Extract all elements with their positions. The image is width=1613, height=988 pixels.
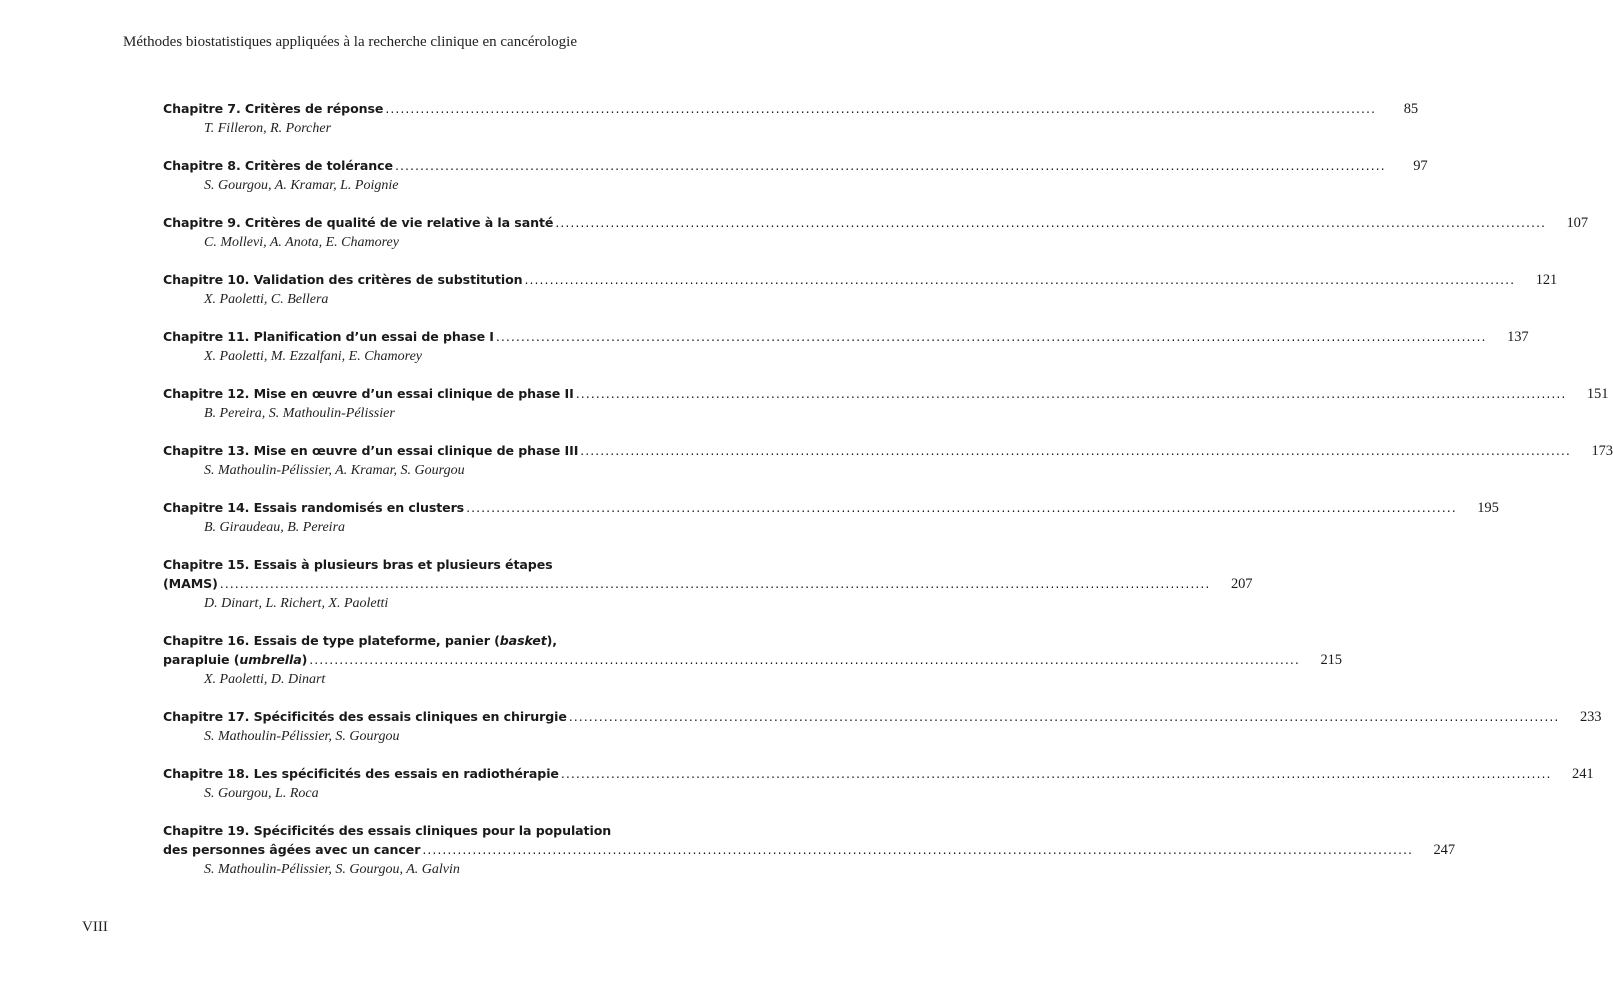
chapter-title: Chapitre 10. Validation des critères de substitution: [163, 272, 523, 287]
chapter-title-part: ): [301, 652, 308, 667]
running-head: Méthodes biostatistiques appliquées à la recherche clinique en cancérologie: [123, 34, 577, 50]
page-number: 207: [1230, 576, 1253, 592]
chapter-authors: T. Filleron, R. Porcher: [204, 121, 332, 136]
chapter-title-part: parapluie (: [163, 652, 240, 667]
page-number: 195: [1477, 500, 1499, 516]
toc-entry-ch16[interactable]: [163, 631, 1342, 689]
chapter-title-part: Chapitre 16. Essais de type plateforme, panier (: [163, 633, 500, 648]
dot-leader: [525, 270, 1516, 289]
page-number: 107: [1566, 215, 1588, 231]
page-number: 173: [1591, 443, 1613, 459]
toc-title-line[interactable]: [163, 707, 1602, 727]
dot-leader: [561, 764, 1552, 783]
dot-leader: [385, 99, 1376, 118]
toc-title-line-1[interactable]: [163, 821, 637, 840]
dot-leader: [569, 707, 1560, 726]
toc-title-line[interactable]: [163, 99, 1418, 119]
chapter-title: Chapitre 19. Spécificités des essais cliniques pour la population: [163, 823, 612, 838]
chapter-title-continued: (MAMS): [163, 576, 218, 591]
chapter-authors: S. Mathoulin-Pélissier, S. Gourgou: [204, 729, 400, 744]
chapter-authors: S. Mathoulin-Pélissier, A. Kramar, S. Gourgou: [204, 463, 465, 478]
toc-title-line[interactable]: [163, 327, 1529, 347]
toc-title-line[interactable]: [163, 764, 1594, 784]
dot-leader: [576, 384, 1567, 403]
chapter-authors: S. Gourgou, L. Roca: [204, 786, 319, 801]
toc-title-line-1[interactable]: [163, 631, 637, 650]
chapter-title-part: ),: [546, 633, 557, 648]
toc-entry-ch14[interactable]: [163, 498, 1499, 537]
page-number: 247: [1433, 842, 1455, 858]
chapter-title-italic-term: basket: [499, 633, 547, 648]
chapter-title: Chapitre 17. Spécificités des essais cliniques en chirurgie: [163, 709, 567, 724]
toc-entry-ch17[interactable]: [163, 707, 1602, 746]
dot-leader: [309, 650, 1300, 669]
toc-title-line-2[interactable]: [163, 840, 1455, 860]
toc-entry-ch18[interactable]: [163, 764, 1594, 803]
chapter-title-continued: [163, 650, 307, 669]
chapter-authors: S. Mathoulin-Pélissier, S. Gourgou, A. Galvin: [204, 862, 460, 877]
toc-title-line-2[interactable]: [163, 650, 1342, 670]
toc-entry-ch12[interactable]: [163, 384, 1609, 423]
toc-entry-ch19[interactable]: [163, 821, 1455, 879]
chapter-title: Chapitre 18. Les spécificités des essais en radiothérapie: [163, 766, 559, 781]
dot-leader: [496, 327, 1487, 346]
chapter-title-continued: des personnes âgées avec un cancer: [163, 842, 421, 857]
toc-title-line-1[interactable]: [163, 555, 637, 574]
toc-entry-ch8[interactable]: [163, 156, 1428, 195]
chapter-title: Chapitre 15. Essais à plusieurs bras et plusieurs étapes: [163, 557, 553, 572]
page-number: 151: [1586, 386, 1609, 402]
chapter-authors: X. Paoletti, D. Dinart: [204, 672, 326, 687]
chapter-authors: B. Giraudeau, B. Pereira: [204, 520, 346, 535]
chapter-authors: X. Paoletti, M. Ezzalfani, E. Chamorey: [204, 349, 423, 364]
page-number: 233: [1579, 709, 1602, 725]
toc-title-line[interactable]: [163, 441, 1613, 461]
dot-leader: [555, 213, 1546, 232]
toc-entry-ch9[interactable]: [163, 213, 1588, 252]
chapter-authors: X. Paoletti, C. Bellera: [204, 292, 329, 307]
chapter-title: Chapitre 8. Critères de tolérance: [163, 158, 393, 173]
toc-title-line[interactable]: [163, 384, 1609, 404]
dot-leader: [422, 840, 1413, 859]
chapter-title: [163, 631, 557, 650]
chapter-title: Chapitre 9. Critères de qualité de vie relative à la santé: [163, 215, 554, 230]
dot-leader: [580, 441, 1571, 460]
chapter-title: Chapitre 12. Mise en œuvre d’un essai clinique de phase II: [163, 386, 574, 401]
toc-title-line[interactable]: [163, 156, 1428, 176]
toc-entry-ch15[interactable]: [163, 555, 1253, 613]
page-folio: VIII: [82, 919, 108, 935]
chapter-title: Chapitre 13. Mise en œuvre d’un essai clinique de phase III: [163, 443, 579, 458]
dot-leader: [220, 574, 1211, 593]
chapter-authors: B. Pereira, S. Mathoulin-Pélissier: [204, 406, 395, 421]
dot-leader: [466, 498, 1457, 517]
page-number: 137: [1507, 329, 1529, 345]
page-number: 121: [1535, 272, 1558, 288]
toc-title-line[interactable]: [163, 213, 1588, 233]
page-number: 241: [1572, 766, 1594, 782]
chapter-title: Chapitre 11. Planification d’un essai de phase I: [163, 329, 494, 344]
toc-entry-ch10[interactable]: [163, 270, 1558, 309]
chapter-authors: S. Gourgou, A. Kramar, L. Poignie: [204, 178, 399, 193]
page-number: 85: [1403, 101, 1418, 117]
chapter-title: Chapitre 14. Essais randomisés en clusters: [163, 500, 465, 515]
toc-title-line-2[interactable]: [163, 574, 1253, 594]
toc-entry-ch11[interactable]: [163, 327, 1529, 366]
chapter-authors: D. Dinart, L. Richert, X. Paoletti: [204, 596, 389, 611]
chapter-title-italic-term: umbrella: [239, 652, 302, 667]
chapter-title: Chapitre 7. Critères de réponse: [163, 101, 384, 116]
page-number: 215: [1320, 652, 1342, 668]
chapter-authors: C. Mollevi, A. Anota, E. Chamorey: [204, 235, 399, 250]
toc-title-line[interactable]: [163, 270, 1558, 290]
toc-entry-ch7[interactable]: [163, 99, 1418, 138]
page-number: 97: [1413, 158, 1428, 174]
table-of-contents: [163, 99, 1613, 897]
toc-entry-ch13[interactable]: [163, 441, 1613, 480]
dot-leader: [395, 156, 1386, 175]
toc-title-line[interactable]: [163, 498, 1499, 518]
